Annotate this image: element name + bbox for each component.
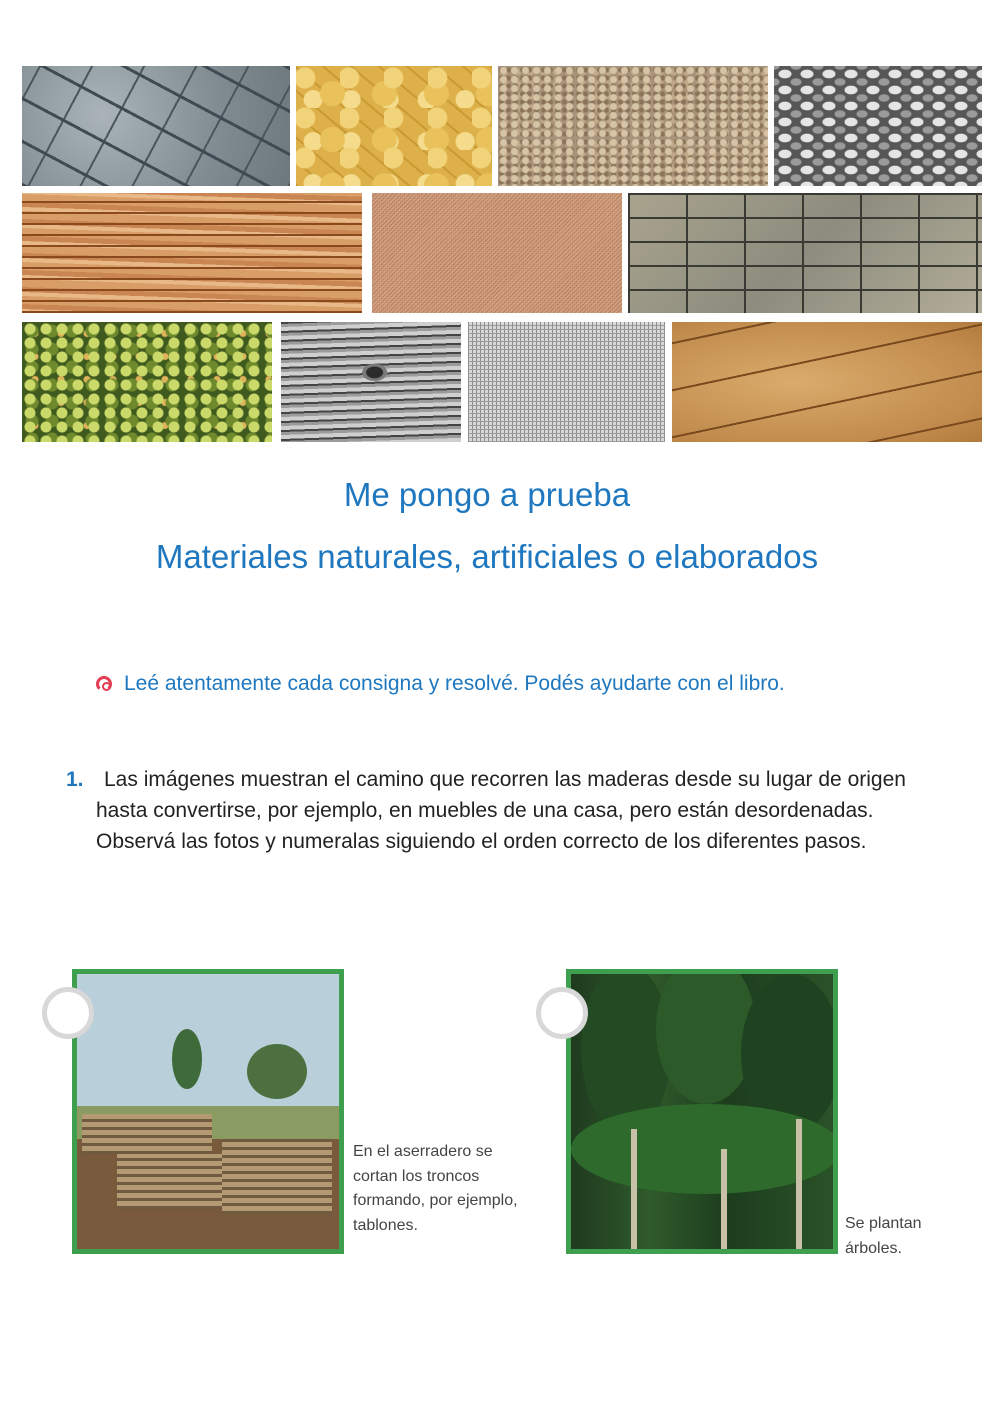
instruction <box>96 672 785 696</box>
instruction-text: Leé atentamente cada consigna y resolvé. Podés ayudarte con el libro. <box>124 672 785 695</box>
swirl-icon <box>96 676 112 692</box>
cork-texture-image <box>296 66 492 186</box>
step-number-circle[interactable] <box>536 987 588 1039</box>
wood-plank-texture-image <box>22 193 362 313</box>
step-caption: En el aserradero se cortan los troncos formando, por ejemplo, tablones. <box>353 1143 518 1234</box>
lumber-stack <box>117 1154 222 1209</box>
question-number: 1. <box>66 768 84 791</box>
step-caption: Se plantan árboles. <box>845 1215 922 1257</box>
tree-foliage <box>656 969 756 1104</box>
stone-wall-texture-image <box>628 193 982 313</box>
sand-texture-image <box>672 322 982 442</box>
granite-texture-image <box>22 66 290 186</box>
leaves-texture-image <box>22 322 272 442</box>
forest-photo <box>566 969 838 1254</box>
lumber-stack <box>222 1139 332 1214</box>
sawmill-photo <box>72 969 344 1254</box>
fabric-texture-image <box>372 193 622 313</box>
weathered-wood-texture-image <box>281 322 461 442</box>
gravel-texture-image <box>498 66 768 186</box>
page-title: Me pongo a prueba <box>343 476 631 513</box>
question-text: Las imágenes muestran el camino que recorren las maderas desde su lugar de origen hasta convertirse, por ejemplo, en muebles de una casa, pero están desordenadas. Observá las fotos y numeralas siguiendo el orden correcto de los diferentes pasos. <box>96 768 906 853</box>
lumber-stack <box>82 1114 212 1154</box>
tree-foliage <box>172 1029 202 1089</box>
page-subtitle: Materiales naturales, artificiales o elaborados <box>155 538 819 575</box>
tree-foliage <box>247 1044 307 1099</box>
knit-wool-texture-image <box>774 66 982 186</box>
tree-trunk <box>796 1119 802 1249</box>
tree-trunk <box>721 1149 727 1249</box>
linen-texture-image <box>468 322 665 442</box>
tree-trunk <box>631 1129 637 1249</box>
step-number-circle[interactable] <box>42 987 94 1039</box>
